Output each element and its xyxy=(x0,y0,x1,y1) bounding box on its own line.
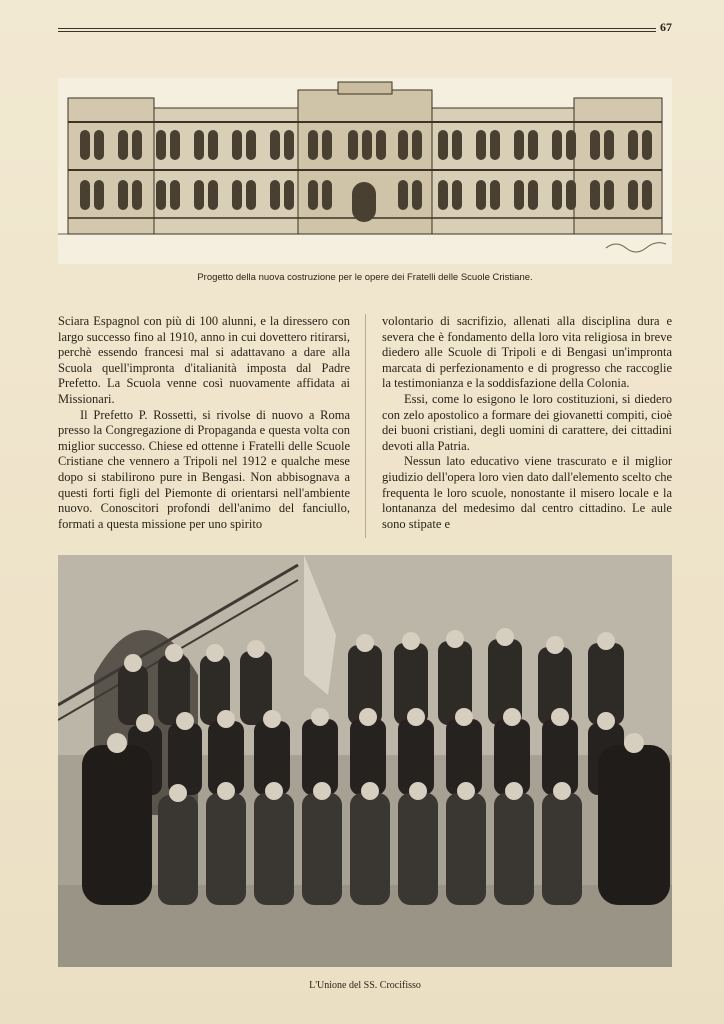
paragraph: Il Prefetto P. Rossetti, si rivolse di nuovo a Roma presso la Congregazione di Propaganda e questa volta con miglior successo. Chiese ed ottenne i Fratelli delle Scuole Cristiane che vennero a Tripoli nel 1912 e qualche mese dopo si stabilirono pure in Bengasi. Non abbisognava a questi forti figli del Piemonte di orientarsi nell'ambiente nuovo. Conoscitori profondi dell'animo del fanciullo, formati a questa missione per uno spirito xyxy=(58,407,350,531)
building-drawing xyxy=(58,78,672,264)
article-column-right xyxy=(382,314,672,532)
article-column-left xyxy=(58,314,350,532)
column-divider xyxy=(365,314,366,538)
paragraph: Sciara Espagnol con più di 100 alunni, e la diressero con largo successo fino al 1910, anno in cui dovettero ritirarsi, perchè essendo francesi mal si adattavano a dare alla Scuola quell'impronta d'italianità imposta dal Padre Prefetto. La Scuola venne così nuovamente affidata ai Missionari. xyxy=(58,314,350,406)
paragraph: Essi, come lo esigono le loro costituzioni, si diedero con zelo apostolico a formare dei giovanetti compiti, cioè dei buoni cristiani, degli uomini di carattere, dei cittadini devoti alla Patria. xyxy=(382,391,672,453)
paragraph: Nessun lato educativo viene trascurato e il miglior giudizio dell'opera loro vien dato dall'elemento scelto che frequenta le loro scuole, nonostante il misero locale e la lontananza del medesimo dal centro cittadino. Le aule sono stipate e xyxy=(382,454,672,531)
figure-caption: Progetto della nuova costruzione per le opere dei Fratelli delle Scuole Cristiane. xyxy=(197,272,533,283)
page-footer: L'Unione del SS. Crocifisso xyxy=(309,980,421,991)
paragraph: volontario di sacrifizio, allenati alla disciplina dura e severa che è fondamento della loro vita religiosa in breve diedero alle Scuole di Tripoli e di Bengasi un'impronta marcata di perfezionamento e di progresso che raccoglie la testimonianza e la soddisfazione della Colonia. xyxy=(382,314,672,391)
header-rule xyxy=(58,31,656,32)
group-photograph xyxy=(58,555,672,967)
students-group-photo xyxy=(58,555,672,967)
page-number: 67 xyxy=(660,20,672,34)
building-elevation-illustration xyxy=(58,78,672,264)
header-rule xyxy=(58,28,656,29)
